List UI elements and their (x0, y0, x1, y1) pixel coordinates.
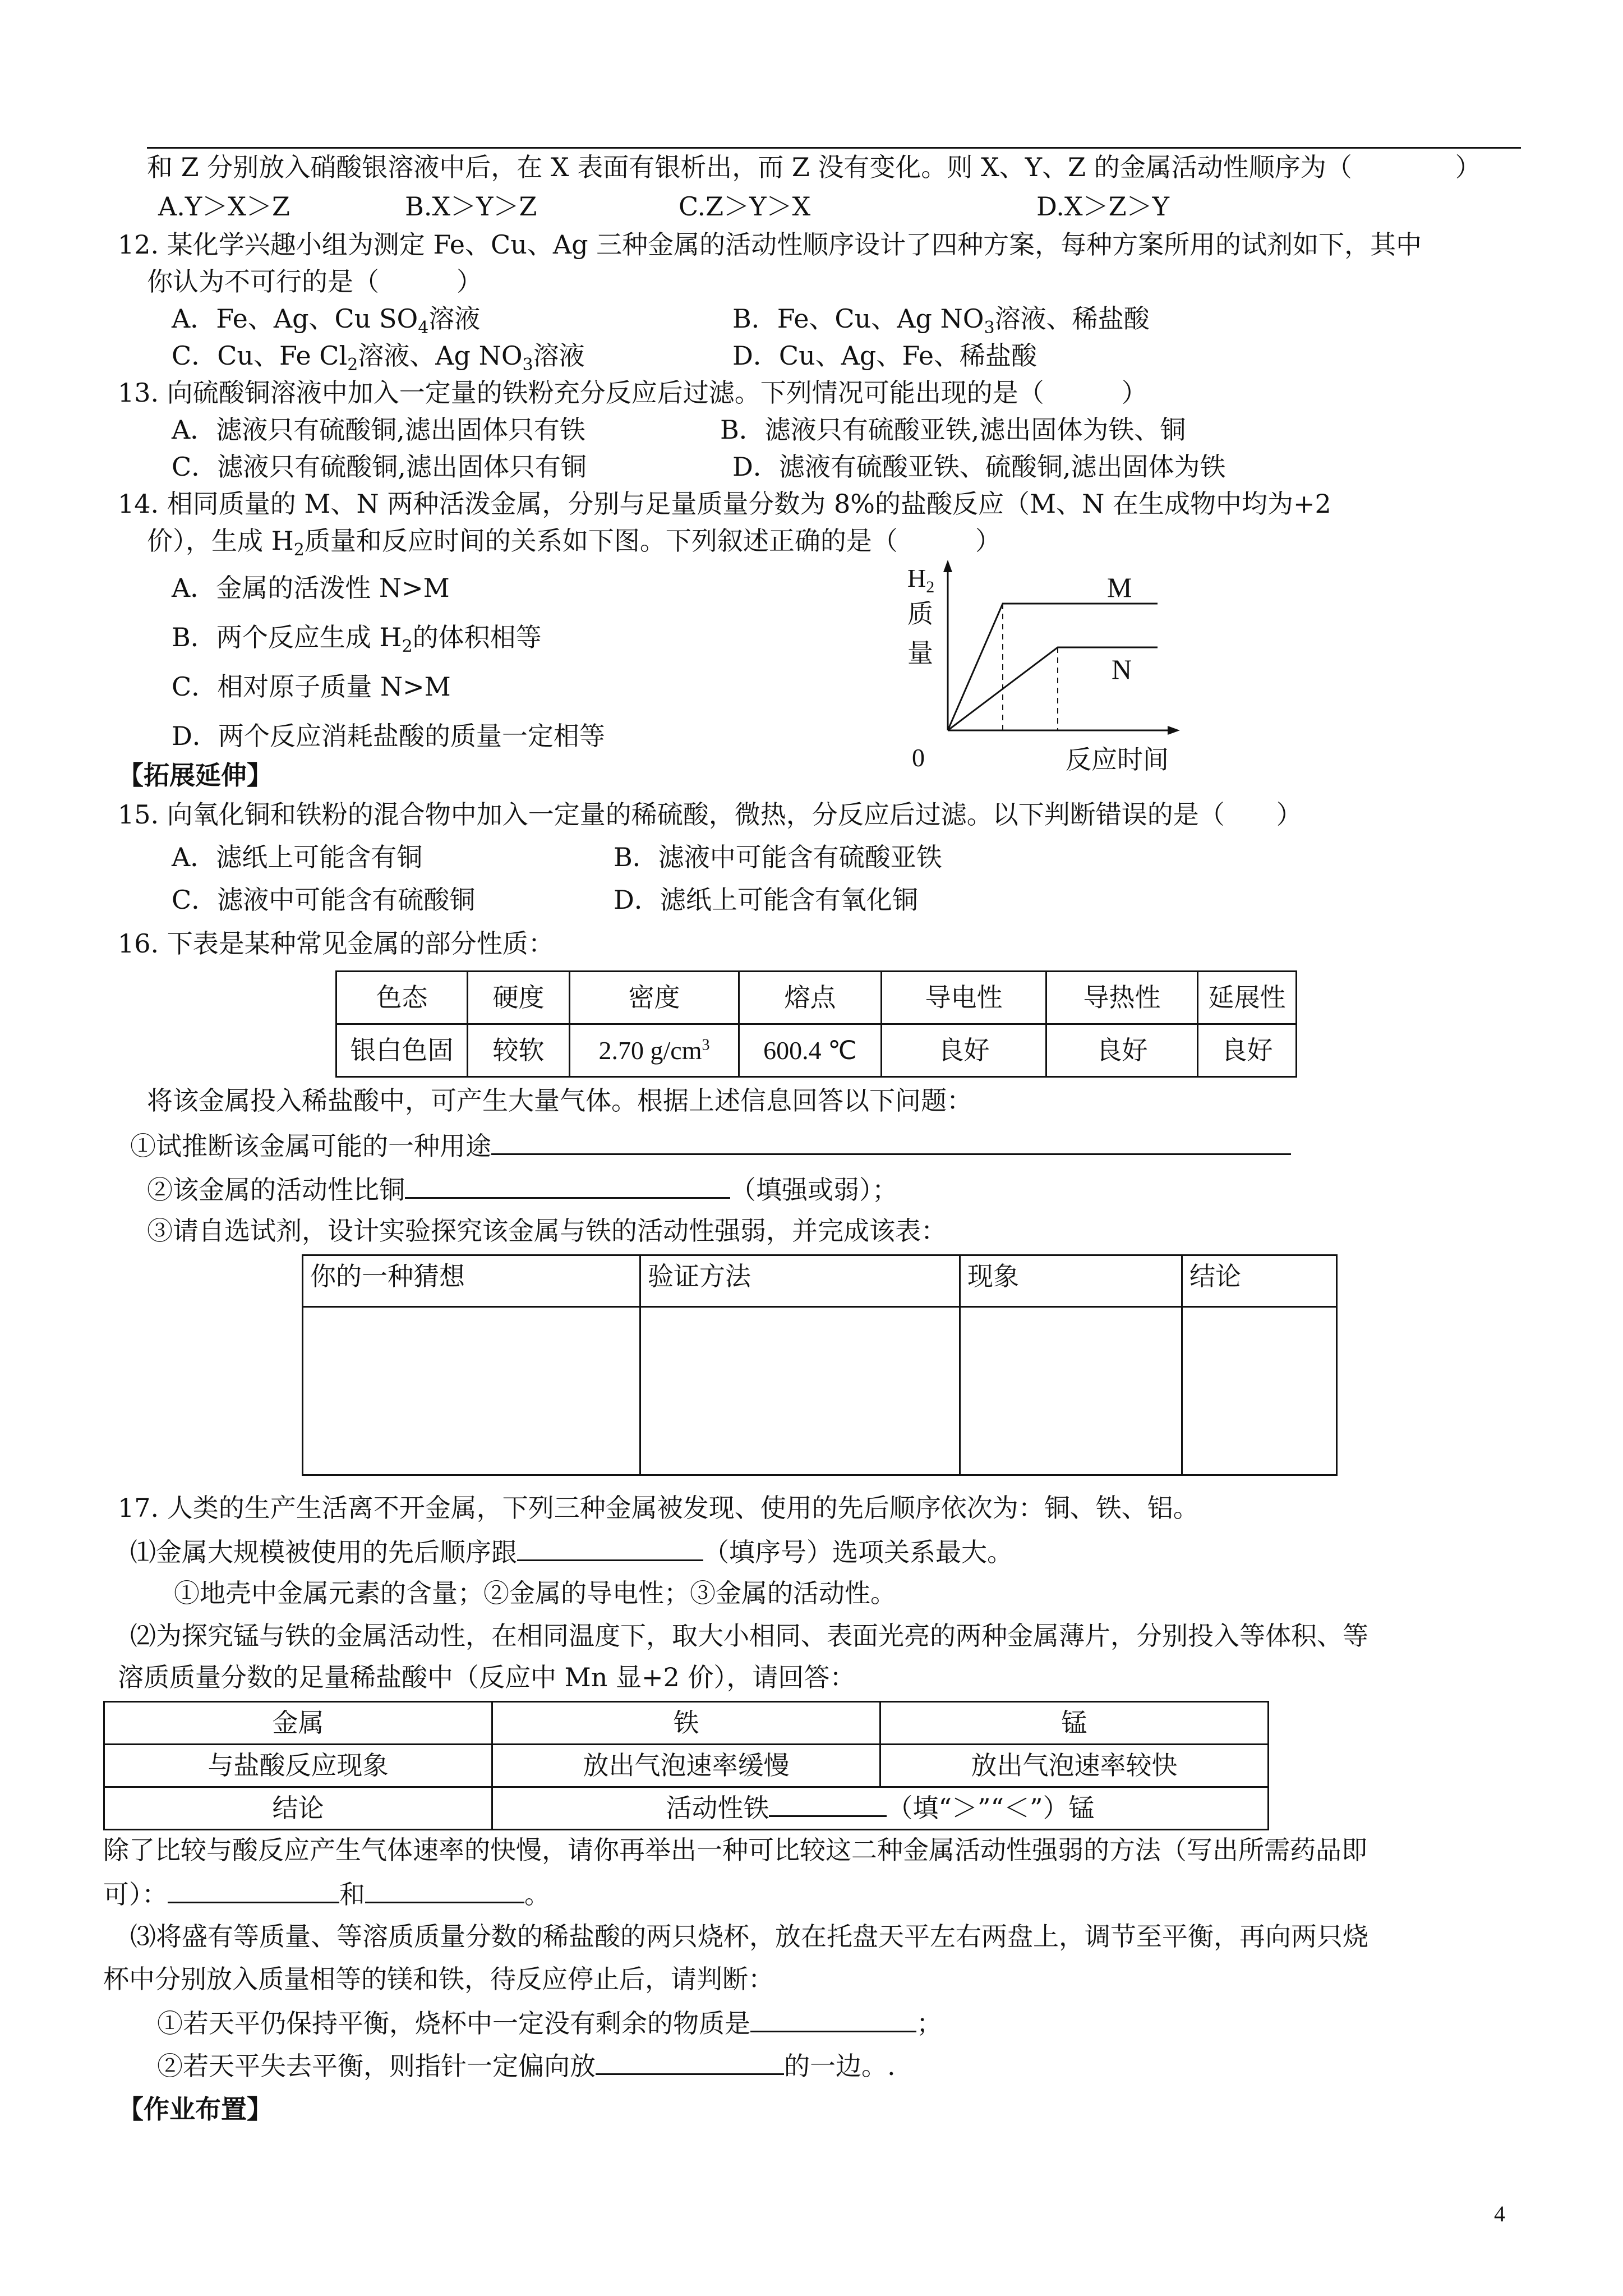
q17-cell: 结论 (104, 1787, 492, 1830)
q17-part3-blank-1[interactable] (750, 2006, 916, 2032)
q17-part1: ⑴金属大规模被使用的先后顺序跟 （填序号）选项关系最大。 (130, 1535, 1013, 1569)
experiment-answer-row (303, 1307, 1337, 1475)
graph-x-label: 反应时间 (1066, 744, 1169, 775)
experiment-answer-cell[interactable] (1182, 1307, 1337, 1475)
q17-table-row-phenomenon (104, 1745, 1269, 1787)
q17-part2-line2: 溶质质量分数的足量稀盐酸中（反应中 Mn 显+2 价），请回答： (118, 1662, 856, 1692)
q17-manganese-iron-table (103, 1701, 1269, 1830)
q16-experiment-table (302, 1254, 1338, 1476)
q14-option-a: A．金属的活泼性 N>M (172, 573, 450, 603)
experiment-answer-cell[interactable] (303, 1307, 640, 1475)
q16-intro: 将该金属投入稀盐酸中，可产生大量气体。根据上述信息回答以下问题： (147, 1085, 972, 1116)
q16-sub2: ②该金属的活动性比铜 （填强或弱）； (147, 1172, 898, 1207)
q17-cell: 铁 (492, 1702, 880, 1745)
q17-part3-blank-2[interactable] (596, 2049, 784, 2075)
q17-line: 17. 人类的生产生活离不开金属，下列三种金属被发现、使用的先后顺序依次为：铜、铁、铝。 (118, 1493, 1199, 1523)
q15-line: 15. 向氧化铜和铁粉的混合物中加入一定量的稀硫酸，微热，分反应后过滤。以下判断错误的是（ ） (118, 799, 1302, 830)
q11-option-b: B.X＞Y＞Z (405, 191, 537, 222)
q17-reagent-blank-2[interactable] (365, 1877, 524, 1903)
graph-y-label-2: 量 (907, 638, 933, 668)
q17-cell: 放出气泡速率较快 (880, 1745, 1269, 1787)
q17-other-line2: 可）： 和 。 (103, 1877, 550, 1911)
q13-line: 13. 向硫酸铜溶液中加入一定量的铁粉充分反应后过滤。下列情况可能出现的是（ ） (118, 378, 1147, 408)
q14-option-c: C．相对原子质量 N>M (172, 671, 451, 702)
q17-cell: 与盐酸反应现象 (104, 1745, 492, 1787)
q12-option-d: D．Cu、Ag、Fe、稀盐酸 (732, 341, 1037, 371)
q16-table-value-row (336, 1024, 1297, 1077)
q12-option-a: A．Fe、Ag、Cu $SO_4$溶液 (172, 303, 481, 338)
experiment-answer-cell[interactable] (640, 1307, 960, 1475)
q16-value-cell-density: 2.70 $g/cm^3$ (570, 1024, 739, 1077)
graph-origin-label: 0 (912, 743, 925, 772)
q17-part3-item2: ②若天平失去平衡，则指针一定偏向放 的一边。. (157, 2049, 896, 2083)
q15-option-d: D．滤纸上可能含有氧化铜 (614, 885, 918, 915)
q17-other-line1: 除了比较与酸反应产生气体速率的快慢，请你再举出一种可比较这二种金属活动性强弱的方法（写出所需药品即 (103, 1835, 1367, 1865)
q16-header-cell: 色态 (336, 972, 468, 1024)
q11-option-a: A.Y＞X＞Z (158, 191, 290, 222)
q16-header-cell: 硬度 (468, 972, 570, 1024)
q17-conclusion-cell: 活动性铁 （填“＞”“＜”）锰 (492, 1787, 1269, 1830)
q14-option-b: B．两个反应生成 $H_2$的体积相等 (172, 622, 542, 657)
q17-part1-blank[interactable] (517, 1535, 703, 1561)
q16-property-table (335, 970, 1297, 1078)
graph-y-label-h2: $H_2$ (907, 564, 935, 597)
q16-line: 16. 下表是某种常见金属的部分性质： (118, 928, 554, 959)
q16-value-cell: 600.4 ℃ (739, 1024, 882, 1077)
q16-sub1: ①试推断该金属可能的一种用途 (130, 1129, 1291, 1163)
q17-part3-line1: ⑶将盛有等质量、等溶质质量分数的稀盐酸的两只烧杯，放在托盘天平左右两盘上，调节至平衡，再向两只烧 (130, 1921, 1368, 1952)
q16-value-cell: 良好 (1046, 1024, 1198, 1077)
q14-line2: 价），生成 $H_2$质量和反应时间的关系如下图。下列叙述正确的是（ ） (147, 526, 1001, 560)
q17-part1-options: ①地壳中金属元素的含量；②金属的导电性；③金属的活动性。 (174, 1578, 896, 1608)
experiment-header-guess: 你的一种猜想 (303, 1255, 640, 1307)
q17-cell: 锰 (880, 1702, 1269, 1745)
q17-conclusion-blank[interactable] (769, 1794, 887, 1817)
experiment-header-conclusion: 结论 (1182, 1255, 1337, 1307)
q17-cell: 放出气泡速率缓慢 (492, 1745, 880, 1787)
q16-value-cell: 银白色固 (336, 1024, 468, 1077)
q17-reagent-blank-1[interactable] (168, 1877, 339, 1903)
graph-label-m: M (1107, 572, 1132, 603)
q11-line: 和 Z 分别放入硝酸银溶液中后，在 X 表面有银析出，而 Z 没有变化。则 X、Y、Z 的金属活动性顺序为（ ） (147, 152, 1481, 182)
reaction-graph (931, 555, 1195, 752)
q17-part3-item1: ①若天平仍保持平衡，烧杯中一定没有剩余的物质是 ； (157, 2006, 942, 2040)
q12-line2: 你认为不可行的是（ ） (147, 266, 482, 297)
q12-option-c: C．Cu、Fe $Cl_2$溶液、Ag $NO_3$溶液 (172, 341, 585, 375)
q16-sub3: ③请自选试剂，设计实验探究该金属与铁的活动性强弱，并完成该表： (147, 1216, 947, 1246)
experiment-header-method: 验证方法 (640, 1255, 960, 1307)
q13-option-a: A．滤液只有硫酸铜,滤出固体只有铁 (172, 415, 585, 445)
q17-cell: 金属 (104, 1702, 492, 1745)
q16-value-cell: 良好 (882, 1024, 1046, 1077)
q11-option-c: C.Z＞Y＞X (679, 191, 811, 222)
section-homework-heading: 【作业布置】 (118, 2094, 273, 2124)
q15-option-c: C．滤液中可能含有硫酸铜 (172, 885, 476, 915)
page-number: 4 (1494, 2201, 1505, 2226)
q12-option-b: B．Fe、Cu、Ag $NO_3$溶液、稀盐酸 (732, 303, 1150, 338)
q16-header-cell: 导电性 (882, 972, 1046, 1024)
experiment-header-phenomenon: 现象 (960, 1255, 1182, 1307)
q17-part3-line2: 杯中分别放入质量相等的镁和铁，待反应停止后，请判断： (103, 1964, 774, 1994)
experiment-answer-cell[interactable] (960, 1307, 1182, 1475)
q14-option-d: D．两个反应消耗盐酸的质量一定相等 (172, 721, 605, 751)
section-extend-heading: 【拓展延伸】 (118, 760, 273, 790)
graph-y-label-1: 质 (907, 599, 933, 629)
q16-sub1-blank[interactable] (491, 1129, 1291, 1155)
q16-value-cell: 较软 (468, 1024, 570, 1077)
experiment-header-row (303, 1255, 1337, 1307)
q14-line1: 14. 相同质量的 M、N 两种活泼金属，分别与足量质量分数为 8%的盐酸反应（M、N 在生成物中均为+2 (118, 489, 1331, 519)
q16-header-cell: 密度 (570, 972, 739, 1024)
q13-option-b: B．滤液只有硫酸亚铁,滤出固体为铁、铜 (720, 415, 1186, 445)
q16-header-cell: 熔点 (739, 972, 882, 1024)
q16-header-cell: 导热性 (1046, 972, 1198, 1024)
q13-option-d: D．滤液有硫酸亚铁、硫酸铜,滤出固体为铁 (732, 452, 1226, 482)
q16-header-cell: 延展性 (1198, 972, 1297, 1024)
q15-option-a: A．滤纸上可能含有铜 (172, 842, 423, 872)
q17-part2-line1: ⑵为探究锰与铁的金属活动性，在相同温度下，取大小相同、表面光亮的两种金属薄片，分别投入等体积、等 (130, 1621, 1368, 1651)
graph-label-n: N (1112, 654, 1132, 685)
q17-table-row-metal (104, 1702, 1269, 1745)
q16-sub2-blank[interactable] (405, 1172, 730, 1199)
graph-curve-m (948, 604, 1158, 730)
q13-option-c: C．滤液只有硫酸铜,滤出固体只有铜 (172, 452, 587, 482)
q15-option-b: B．滤液中可能含有硫酸亚铁 (614, 842, 942, 872)
q16-value-cell: 良好 (1198, 1024, 1297, 1077)
q11-option-d: D.X＞Z＞Y (1036, 191, 1169, 222)
q16-table-header-row (336, 972, 1297, 1024)
top-rule (147, 147, 1521, 149)
q17-table-row-conclusion (104, 1787, 1269, 1830)
graph-x-arrow (1168, 726, 1180, 735)
graph-y-arrow (943, 560, 952, 572)
q12-line1: 12. 某化学兴趣小组为测定 Fe、Cu、Ag 三种金属的活动性顺序设计了四种方案，每种方案所用的试剂如下，其中 (118, 229, 1422, 260)
